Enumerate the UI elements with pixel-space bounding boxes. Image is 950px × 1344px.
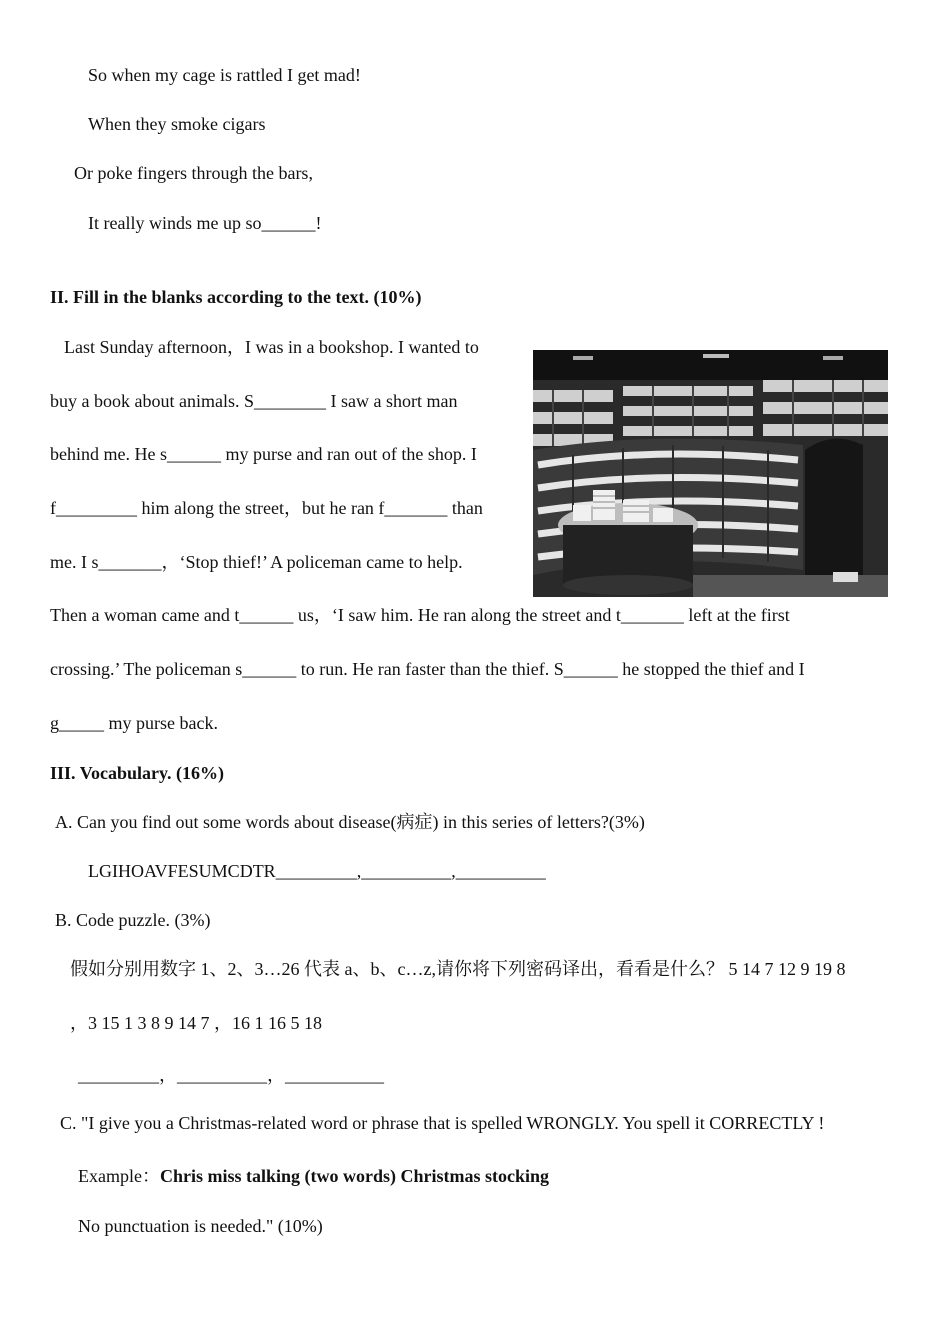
part-b-line-1: 假如分别用数字 1、2、3…26 代表 a、b、c…z,请你将下列密码译出，看看是什么？ 5 14 7 12 9 19 8: [70, 959, 846, 979]
part-b-answers: _________，__________，___________: [78, 1065, 384, 1085]
passage-line-7: crossing.’ The policeman s______ to run. He ran faster than the thief. S______ he stopped the thief and I: [50, 659, 805, 679]
example-label: Example：: [78, 1166, 160, 1186]
poem-line-1: So when my cage is rattled I get mad!: [88, 65, 361, 85]
poem-line-3: Or poke fingers through the bars,: [74, 163, 313, 183]
part-b-question: B. Code puzzle. (3%): [55, 910, 211, 930]
passage-line-4: f_________ him along the street，but he ran f_______ than: [50, 498, 483, 518]
passage-line-1: Last Sunday afternoon，I was in a bookshop. I wanted to: [64, 337, 479, 357]
passage-line-3: behind me. He s______ my purse and ran out of the shop. I: [50, 444, 477, 464]
part-a-question: A. Can you find out some words about disease(病症) in this series of letters?(3%): [55, 812, 645, 832]
part-c-question: C. "I give you a Christmas-related word or phrase that is spelled WRONGLY. You spell it CORRECTLY !: [60, 1113, 825, 1133]
section-2-heading: II. Fill in the blanks according to the text. (10%): [50, 287, 422, 307]
part-a-letters: LGIHOAVFESUMCDTR_________,__________,__________: [88, 861, 546, 881]
passage-line-8: g_____ my purse back.: [50, 713, 218, 733]
section-3-heading: III. Vocabulary. (16%): [50, 763, 225, 783]
bookshop-photo: [533, 350, 888, 597]
passage-line-6: Then a woman came and t______ us，‘I saw him. He ran along the street and t_______ left at the first: [50, 605, 790, 625]
part-c-note: No punctuation is needed." (10%): [78, 1216, 323, 1236]
poem-line-2: When they smoke cigars: [88, 114, 266, 134]
passage-line-2: buy a book about animals. S________ I saw a short man: [50, 391, 458, 411]
part-c-example: [78, 1165, 549, 1187]
example-text: Chris miss talking (two words) Christmas stocking: [159, 1166, 550, 1186]
passage-line-5: me. I s_______，‘Stop thief!’ A policeman came to help.: [50, 552, 463, 572]
poem-line-4: It really winds me up so______!: [88, 213, 322, 233]
part-b-line-2: ，3 15 1 3 8 9 14 7 ，16 1 16 5 18: [70, 1013, 322, 1033]
